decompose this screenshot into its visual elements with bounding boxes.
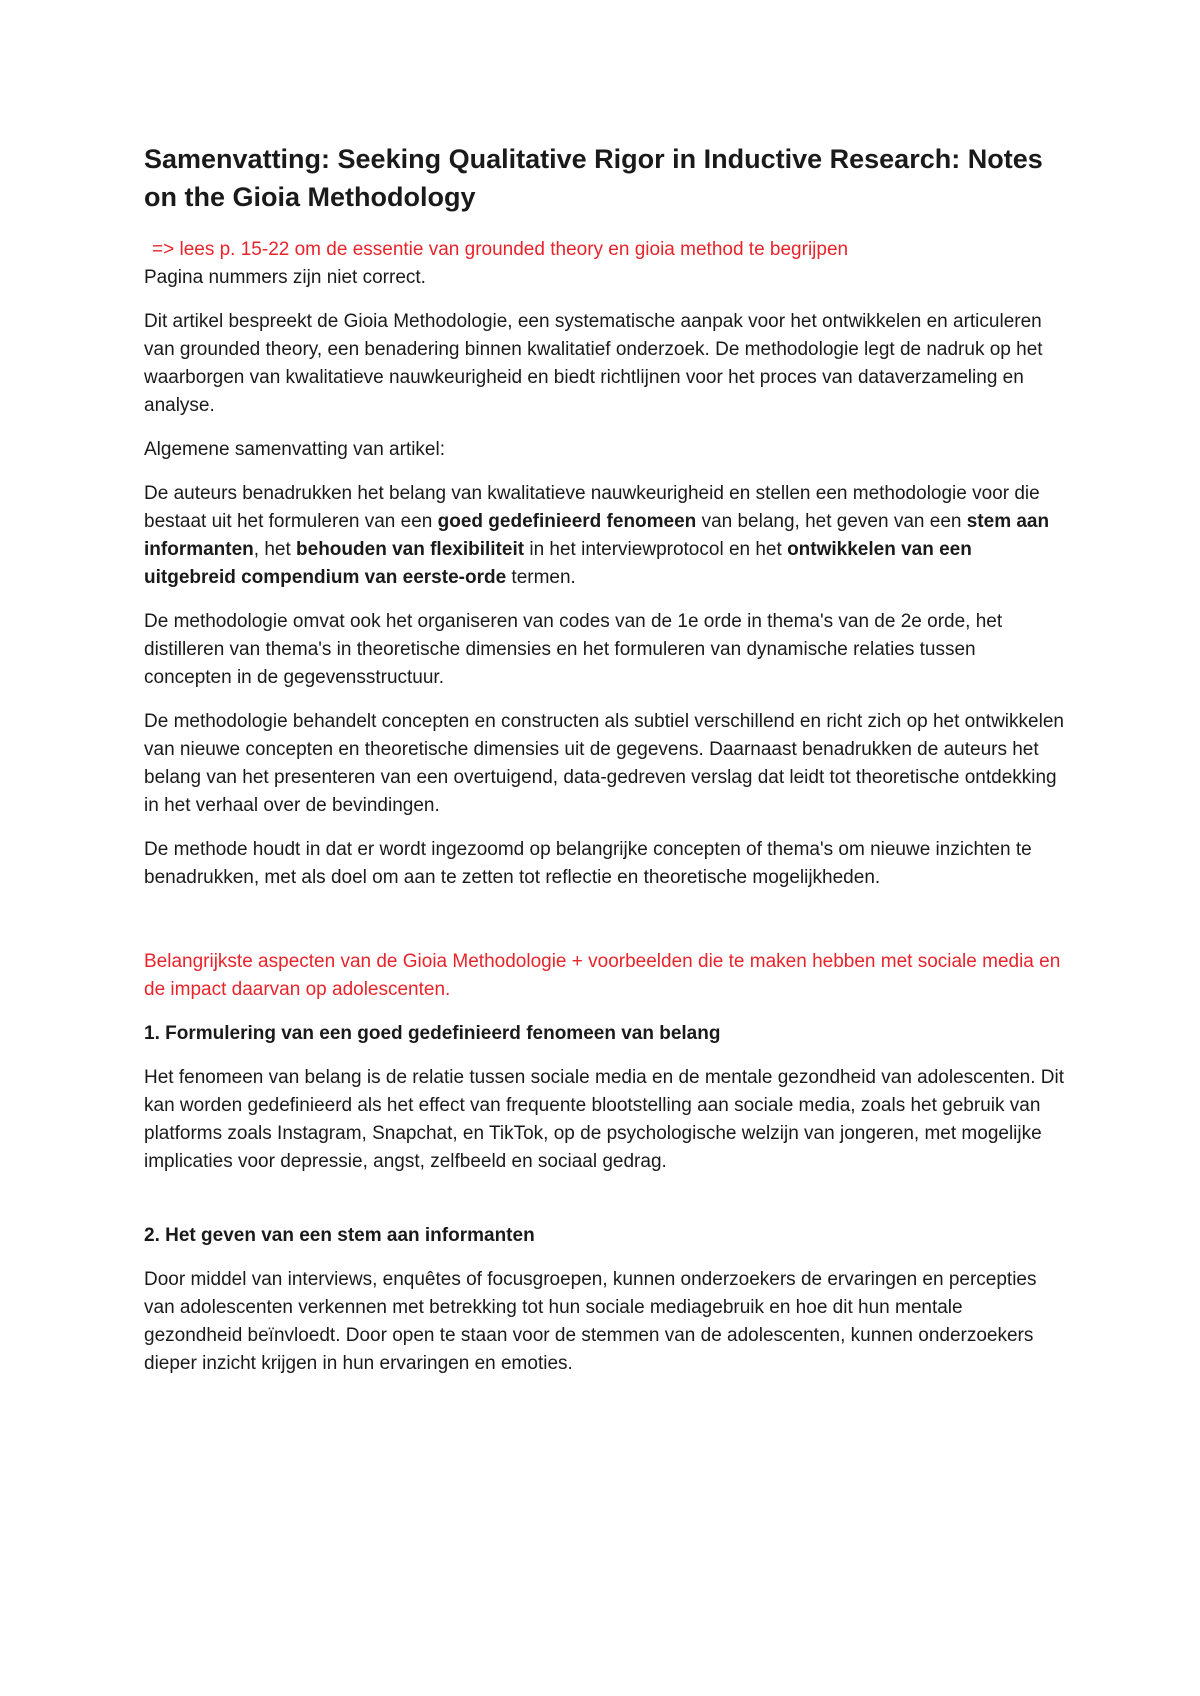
section-body-2: Door middel van interviews, enquêtes of focusgroepen, kunnen onderzoekers de ervaringen en percepties van adolescenten verkennen met betrekking tot hun sociale mediagebruik en hoe dit hun mentale gezondheid beïnvloedt. Door open te staan voor de stemmen van de adolescenten, kunnen onderzoekers dieper inzicht krijgen in hun ervaringen en emoties. (144, 1269, 1037, 1374)
emphasis-phenomenon: goed gedefinieerd fenomeen (437, 511, 697, 532)
summary-text: termen. (506, 567, 576, 588)
emphasis-compendium: ontwikkelen van een uitgebreid compendium van eerste-orde (144, 539, 972, 588)
aspects-heading: Belangrijkste aspecten van de Gioia Methodologie + voorbeelden die te maken hebben met sociale media en de impact daarvan op adolescenten. (144, 951, 1061, 1000)
blank-line (144, 908, 1064, 948)
summary-text: van belang, het geven van een (696, 511, 967, 532)
summary-text: in het interviewprotocol en het (524, 539, 788, 560)
section-heading-2: 2. Het geven van een stem aan informanten (144, 1225, 535, 1246)
summary-paragraph-3: De methodologie behandelt concepten en constructen als subtiel verschillend en richt zich op het ontwikkelen van nieuwe concepten en theoretische dimensies uit de gegevens. Daarnaast benadrukken de auteurs het belang van het presenteren van een overtuigend, data-gedreven verslag dat leidt tot theoretische ontdekking in het verhaal over de bevindingen. (144, 711, 1064, 816)
reading-note: => lees p. 15-22 om de essentie van grounded theory en gioia method te begrijpen (152, 239, 849, 260)
emphasis-informants: stem aan informanten (144, 511, 1050, 560)
summary-paragraph-1 (144, 480, 1064, 592)
general-summary-label: Algemene samenvatting van artikel: (144, 439, 445, 460)
blank-line (144, 1192, 1064, 1222)
document-title: Samenvatting: Seeking Qualitative Rigor in Inductive Research: Notes on the Gioia Methodology (144, 144, 1043, 212)
section-body-1: Het fenomeen van belang is de relatie tussen sociale media en de mentale gezondheid van adolescenten. Dit kan worden gedefinieerd als het effect van frequente blootstelling aan sociale media, zoals het gebruik van platforms zoals Instagram, Snapchat, en TikTok, op de psychologische welzijn van jongeren, met mogelijke implicaties voor depressie, angst, zelfbeeld en sociaal gedrag. (144, 1067, 1064, 1172)
summary-text: De auteurs benadrukken het belang van kwalitatieve nauwkeurigheid en stellen een methodologie voor die bestaat uit het formuleren van een (144, 483, 1040, 532)
summary-paragraph-4: De methode houdt in dat er wordt ingezoomd op belangrijke concepten of thema's om nieuwe inzichten te benadrukken, met als doel om aan te zetten tot reflectie en theoretische mogelijkheden. (144, 839, 1032, 888)
document-body (144, 140, 1064, 1394)
summary-paragraph-2: De methodologie omvat ook het organiseren van codes van de 1e orde in thema's van de 2e orde, het distilleren van thema's in theoretische dimensies en het formuleren van dynamische relaties tussen concepten in de gegevensstructuur. (144, 611, 1003, 688)
summary-text: , het (253, 539, 297, 560)
page-number-note: Pagina nummers zijn niet correct. (144, 267, 426, 288)
section-heading-1: 1. Formulering van een goed gedefinieerd fenomeen van belang (144, 1023, 721, 1044)
emphasis-flexibility: behouden van flexibiliteit (296, 539, 525, 560)
intro-paragraph: Dit artikel bespreekt de Gioia Methodologie, een systematische aanpak voor het ontwikkelen en articuleren van grounded theory, een benadering binnen kwalitatief onderzoek. De methodologie legt de nadruk op het waarborgen van kwalitatieve nauwkeurigheid en biedt richtlijnen voor het proces van dataverzameling en analyse. (144, 311, 1043, 416)
